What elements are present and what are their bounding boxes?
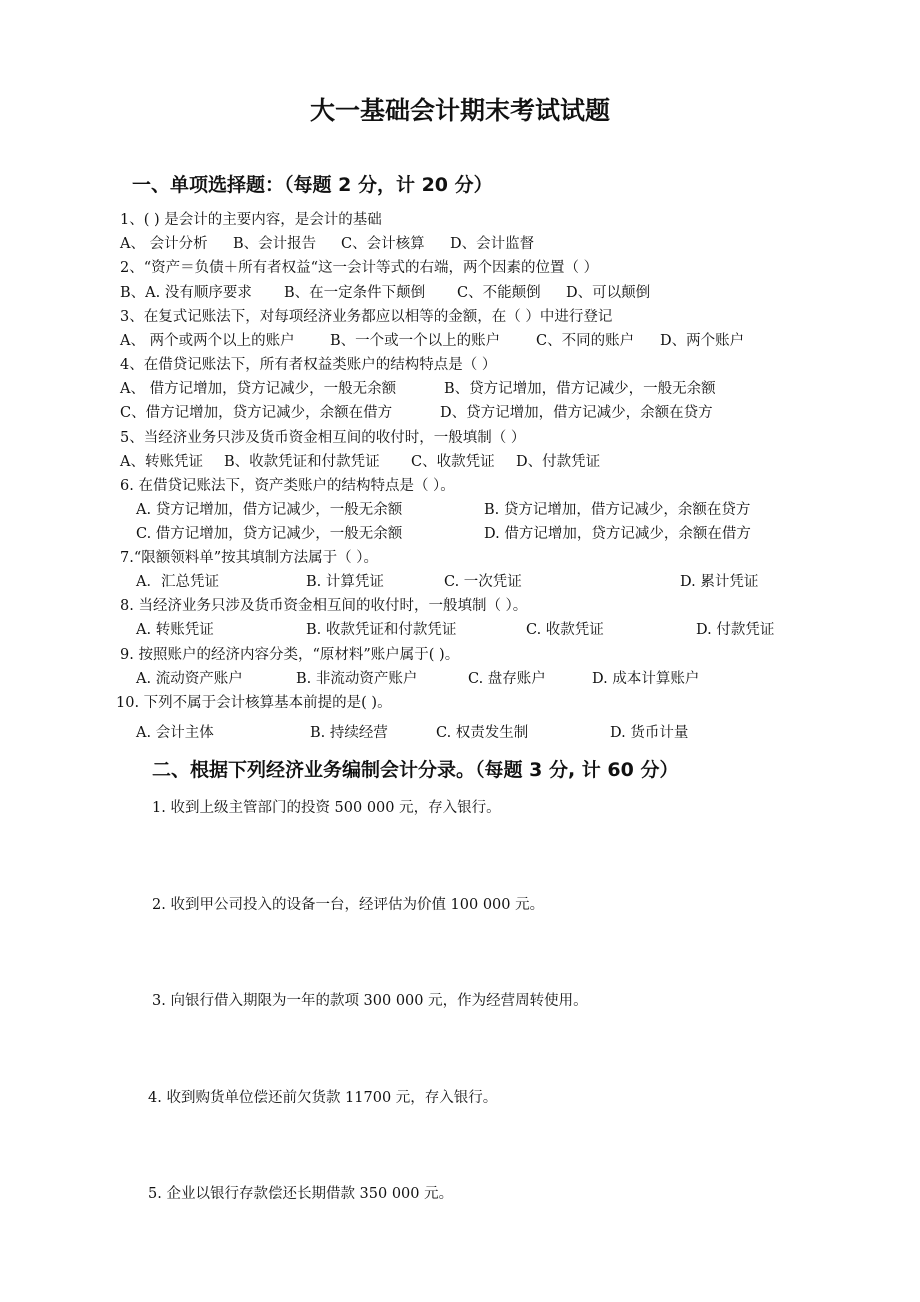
journal-item-4: 4. 收到购货单位偿还前欠货款 11700 元，存入银行。 [148, 1090, 498, 1106]
question-7-option-a: A．汇总凭证 [136, 574, 219, 590]
question-8-option-a: A. 转账凭证 [136, 622, 214, 638]
question-8-option-c: C. 收款凭证 [526, 622, 604, 638]
question-3-option-c: C、不同的账户 [536, 333, 635, 349]
question-9-option-d: D. 成本计算账户 [592, 671, 700, 687]
question-3-option-a: A、 两个或两个以上的账户 [120, 333, 295, 349]
question-6-option-d: D. 借方记增加，贷方记减少，余额在借方 [484, 526, 751, 542]
section-1-heading: 一、单项选择题：（每题 2 分，计 20 分） [132, 174, 493, 196]
question-7-option-b: B. 计算凭证 [306, 574, 384, 590]
question-2-option-b: B、在一定条件下颠倒 [284, 285, 426, 301]
question-2-option-a: B、A. 没有顺序要求 [120, 285, 252, 301]
journal-item-1: 1. 收到上级主管部门的投资 500 000 元，存入银行。 [152, 800, 501, 816]
question-6-option-c: C. 借方记增加，贷方记减少，一般无余额 [136, 526, 403, 542]
question-4-option-a: A、 借方记增加，贷方记减少，一般无余额 [120, 381, 397, 397]
question-3-stem: 3、在复式记账法下，对每项经济业务都应以相等的金额，在（ ）中进行登记 [120, 309, 613, 325]
question-1-option-a: A、 会计分析 [120, 236, 208, 252]
question-6-option-b: B. 贷方记增加，借方记减少，余额在贷方 [484, 502, 751, 518]
question-6-option-a: A. 贷方记增加，借方记减少，一般无余额 [136, 502, 403, 518]
question-4-option-d: D、贷方记增加，借方记减少，余额在贷方 [440, 405, 713, 421]
question-8-stem: 8. 当经济业务只涉及货币资金相互间的收付时，一般填制（ ）。 [120, 598, 528, 614]
question-4-option-b: B、贷方记增加，借方记减少，一般无余额 [444, 381, 716, 397]
question-8-option-b: B. 收款凭证和付款凭证 [306, 622, 457, 638]
question-2-stem-text: 2、“资产＝负债＋所有者权益“这一会计等式的右端，两个因素的位置（ ） [120, 260, 599, 276]
exam-title: 大一基础会计期末考试试题 [309, 96, 610, 125]
journal-item-2: 2. 收到甲公司投入的设备一台，经评估为价值 100 000 元。 [152, 897, 545, 913]
question-2-option-c: C、不能颠倒 [457, 285, 541, 301]
question-10-option-c: C. 权责发生制 [436, 725, 529, 741]
question-5-option-d: D、付款凭证 [516, 454, 601, 470]
question-3-option-d: D、两个账户 [660, 333, 745, 349]
question-5-stem: 5、当经济业务只涉及货币资金相互间的收付时，一般填制（ ） [120, 430, 526, 446]
question-9-option-c: C. 盘存账户 [468, 671, 546, 687]
question-9-option-a: A. 流动资产账户 [136, 671, 243, 687]
journal-item-5: 5. 企业以银行存款偿还长期借款 350 000 元。 [148, 1186, 454, 1202]
question-6-stem: 6. 在借贷记账法下，资产类账户的结构特点是（ ）。 [120, 478, 455, 494]
question-1-option-c: C、会计核算 [341, 236, 425, 252]
question-1-option-b: B、会计报告 [233, 236, 317, 252]
question-10-option-b: B. 持续经营 [310, 725, 388, 741]
question-10-option-a: A. 会计主体 [136, 725, 214, 741]
section-2-heading: 二、根据下列经济业务编制会计分录。（每题 3 分, 计 60 分） [152, 759, 679, 781]
question-4-stem: 4、在借贷记账法下，所有者权益类账户的结构特点是（ ） [120, 357, 497, 373]
question-9-stem: 9. 按照账户的经济内容分类，“原材料”账户属于( )。 [120, 647, 460, 663]
question-5-option-b: B、收款凭证和付款凭证 [224, 454, 380, 470]
question-10-stem: 10. 下列不属于会计核算基本前提的是( )。 [116, 695, 392, 711]
question-8-option-d: D. 付款凭证 [696, 622, 775, 638]
question-7-stem: 7.“限额领料单”按其填制方法属于（ ）。 [120, 550, 379, 566]
question-1-option-d: D、会计监督 [450, 236, 535, 252]
question-2-option-d: D、可以颠倒 [566, 285, 651, 301]
question-5-option-c: C、收款凭证 [411, 454, 495, 470]
question-9-option-b: B. 非流动资产账户 [296, 671, 418, 687]
question-1-stem: 1、( ) 是会计的主要内容，是会计的基础 [120, 212, 382, 228]
question-7-option-c: C. 一次凭证 [444, 574, 522, 590]
question-4-option-c: C、借方记增加，贷方记减少，余额在借方 [120, 405, 393, 421]
question-5-option-a: A、转账凭证 [120, 454, 203, 470]
question-7-option-d: D. 累计凭证 [680, 574, 759, 590]
journal-item-3: 3. 向银行借入期限为一年的款项 300 000 元，作为经营周转使用。 [152, 993, 588, 1009]
question-3-option-b: B、一个或一个以上的账户 [330, 333, 501, 349]
question-10-option-d: D. 货币计量 [610, 725, 689, 741]
